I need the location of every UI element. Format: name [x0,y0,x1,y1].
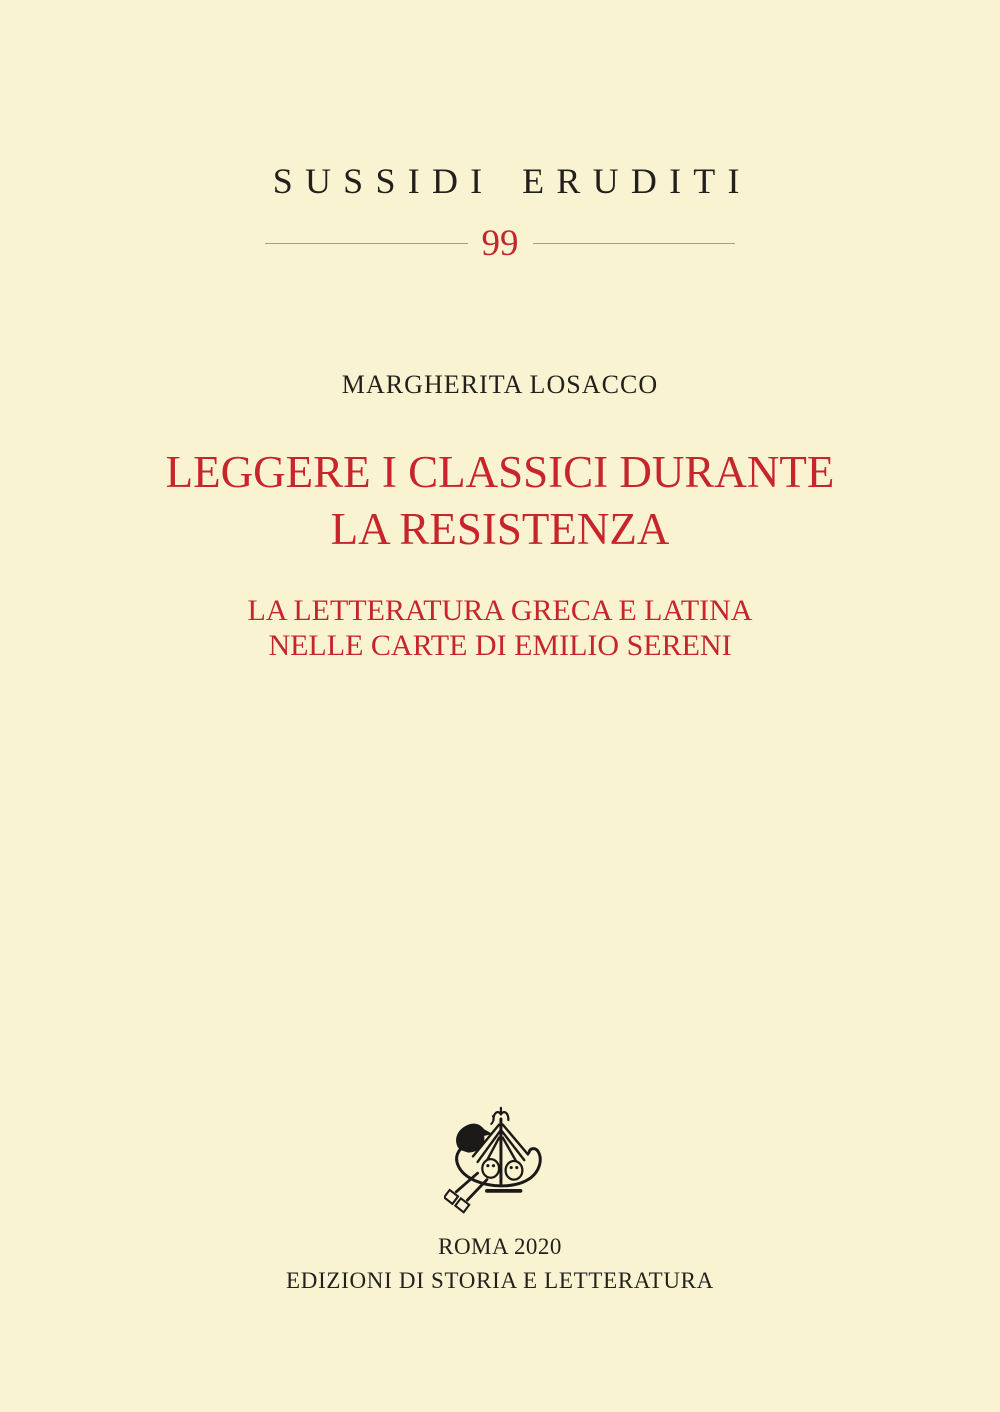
book-title-line2: LA RESISTENZA [330,504,670,554]
author-name: MARGHERITA LOSACCO [341,370,659,399]
series-number-rule [265,221,735,265]
publisher-ship-logo [444,1106,556,1216]
publisher-logo-row [0,1106,1000,1216]
rule-left [265,243,468,244]
book-title-line1: LEGGERE I CLASSICI DURANTE [165,447,835,497]
book-title [0,444,1000,558]
book-subtitle-line1: LA LETTERATURA GRECA E LATINA [247,594,753,627]
series-number: 99 [481,222,519,264]
rule-right [533,243,736,244]
book-subtitle [0,593,1000,663]
publisher-name: EDIZIONI DI STORIA E LETTERATURA [286,1268,714,1293]
book-subtitle-line2: NELLE CARTE DI EMILIO SERENI [268,629,732,662]
imprint-place-year: ROMA 2020 [438,1234,562,1259]
series-title: SUSSIDI ERUDITI [272,161,752,201]
